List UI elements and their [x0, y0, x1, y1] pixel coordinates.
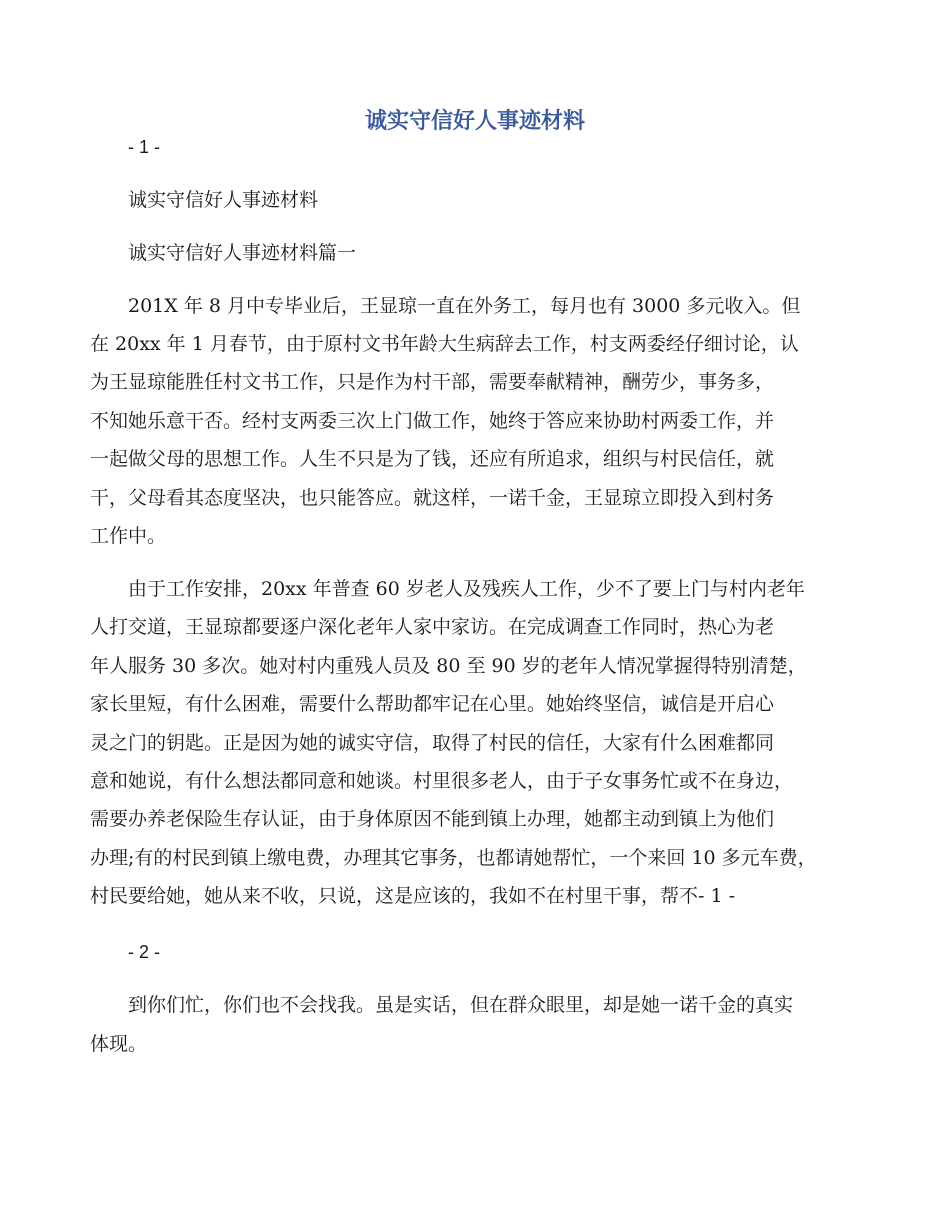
paragraph-1-line: 干，父母看其态度坚决，也只能答应。就这样，一诺千金，王显琼立即投入到村务 — [90, 487, 775, 509]
paragraph-2-line: 人打交道，王显琼都要逐户深化老年人家中家访。在完成调查工作同时，热心为老 — [90, 616, 775, 638]
paragraph-1-line: 工作中。 — [90, 525, 167, 547]
paragraph-1-line: 一起做父母的思想工作。人生不只是为了钱，还应有所追求，组织与村民信任，就 — [90, 448, 775, 470]
paragraph-2-line: 家长里短，有什么困难，需要什么帮助都牢记在心里。她始终坚信，诚信是开启心 — [90, 693, 775, 715]
heading-main: 诚实守信好人事迹材料 — [128, 189, 319, 211]
paragraph-1-line: 在 20xx 年 1 月春节，由于原村文书年龄大生病辞去工作，村支两委经仔细讨论，认 — [90, 333, 799, 355]
paragraph-1-line: 201X 年 8 月中专毕业后，王显琼一直在外务工，每月也有 3000 多元收入。但 — [128, 295, 801, 317]
heading-section-one: 诚实守信好人事迹材料篇一 — [128, 242, 357, 264]
paragraph-2-line: 年人服务 30 多次。她对村内重残人员及 80 至 90 岁的老年人情况掌握得特别清楚， — [90, 655, 807, 677]
document-title: 诚实守信好人事迹材料 — [364, 108, 585, 134]
paragraph-2-line: 办理;有的村民到镇上缴电费，办理其它事务，也都请她帮忙，一个来回 10 多元车费， — [90, 847, 817, 869]
paragraph-3-line: 体现。 — [90, 1033, 148, 1055]
paragraph-1-line: 不知她乐意干否。经村支两委三次上门做工作，她终于答应来协助村两委工作，并 — [90, 410, 775, 432]
paragraph-2-line: 村民要给她，她从来不收，只说，这是应该的，我如不在村里干事，帮不- 1 - — [90, 885, 736, 907]
paragraph-2-line: 需要办养老保险生存认证，由于身体原因不能到镇上办理，她都主动到镇上为他们 — [90, 808, 775, 830]
paragraph-2-line: 由于工作安排，20xx 年普查 60 岁老人及残疾人工作，少不了要上门与村内老年 — [128, 578, 805, 600]
paragraph-2-line: 灵之门的钥匙。正是因为她的诚实守信，取得了村民的信任，大家有什么困难都同 — [90, 732, 775, 754]
paragraph-3-line: 到你们忙，你们也不会找我。虽是实话，但在群众眼里，却是她一诺千金的真实 — [128, 994, 794, 1016]
page-marker-1: - 1 - — [128, 137, 161, 157]
paragraph-2-line: 意和她说，有什么想法都同意和她谈。村里很多老人，由于子女事务忙或不在身边， — [90, 770, 794, 792]
paragraph-1-line: 为王显琼能胜任村文书工作，只是作为村干部，需要奉献精神，酬劳少，事务多， — [90, 371, 775, 393]
page-marker-2: - 2 - — [128, 942, 161, 962]
